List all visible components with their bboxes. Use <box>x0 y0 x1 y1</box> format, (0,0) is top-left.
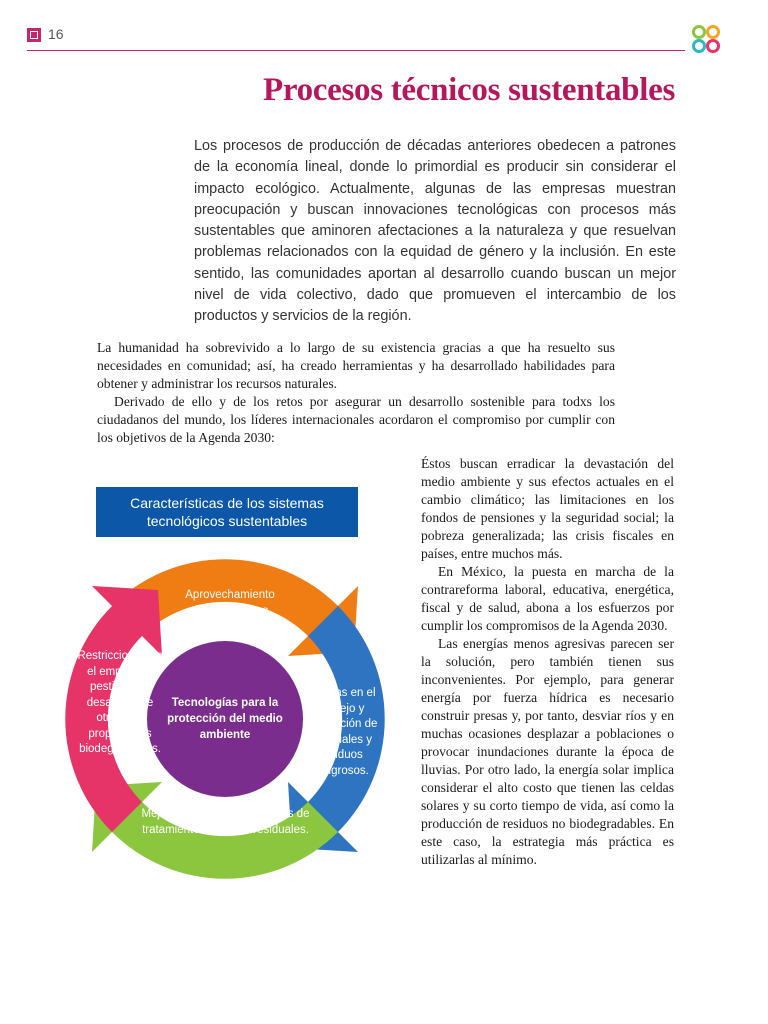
diagram-title: Características de los sistemas tecnológicos sustentables <box>96 487 358 537</box>
segment-bottom-label: Mejoramiento de los sistemas de tratamiento de aguas residuales. <box>141 808 310 836</box>
page-title: Procesos técnicos sustentables <box>262 72 675 108</box>
body-paragraph-1: La humanidad ha sobrevivido a lo largo de su existencia gracias a que ha resuelto sus necesidades en comunidad; así, ha creado herramientas y ha desarrollado habilidades para obtener y administrar los recursos naturales. <box>97 340 615 391</box>
segment-right-label: Mejoras en el manejo y disposición de materiales y residuos peligrosos. <box>304 687 378 777</box>
segment-top-label: Aprovechamiento de energías no contaminantes. <box>185 589 275 632</box>
header-mark-icon <box>27 28 41 42</box>
logo-icon <box>691 24 721 54</box>
cycle-diagram <box>58 548 392 890</box>
body-paragraph-2: Derivado de ello y de los retos por asegurar un desarrollo sostenible para todxs los ciudadanos del mundo, los líderes internacionales acordaron el compromiso por cumplir con los objetivos de la Agenda 2030: <box>97 394 615 445</box>
center-label: Tecnologías para la protección del medio ambiente <box>167 697 283 741</box>
right-paragraph-2: En México, la puesta en marcha de la contrareforma laboral, educativa, energética, fiscal y de salud, abona a los esfuerzos por cumplir los compromisos de la Agenda 2030. <box>421 564 674 633</box>
right-column <box>421 455 674 869</box>
header-rule <box>27 50 685 51</box>
intro-paragraph: Los procesos de producción de décadas anteriores obedecen a patrones de la economía lineal, donde lo primordial es producir sin considerar el impacto ecológico. Actualmente, algunas de las empresas muestran preocupación y buscan innovaciones tecnológicas con procesos más sustentables que aminoren afectaciones a la naturaleza y que resuelvan problemas relacionados con la equidad de género y la inclusión. En este sentido, las comunidades aportan al desarrollo cuando buscan un mejor nivel de vida colectivo, dado que promueven el intercambio de los productos y servicios de la región. <box>194 138 676 325</box>
body-text <box>97 339 615 447</box>
page-number: 16 <box>48 26 64 42</box>
right-paragraph-3: Las energías menos agresivas parecen ser la solución, pero también tienen sus inconvenientes. Por ejemplo, para generar energía por fuerza hídrica es necesario construir presas y, por tanto, desviar ríos y en muchas ocasiones desplazar a poblaciones o provocar inundaciones durante la época de lluvias. Por otro lado, la energía solar implica considerar el alto costo que tienen las celdas solares y su corto tiempo de vida, así como la producción de residuos no biodegradables. En este caso, la estrategia más práctica es utilizarlas al mínimo. <box>421 636 674 867</box>
right-paragraph-1: Éstos buscan erradicar la devastación del medio ambiente y sus efectos actuales en el cambio climático; las limitaciones en los fondos de pensiones y la seguridad social; la pobreza generalizada; las crisis fiscales en países, entre muchos más. <box>421 456 674 561</box>
segment-left-label: Restricciones en el empleo de pesticidas y desarrollo de otros con propiedades biodegradables. <box>77 650 163 755</box>
